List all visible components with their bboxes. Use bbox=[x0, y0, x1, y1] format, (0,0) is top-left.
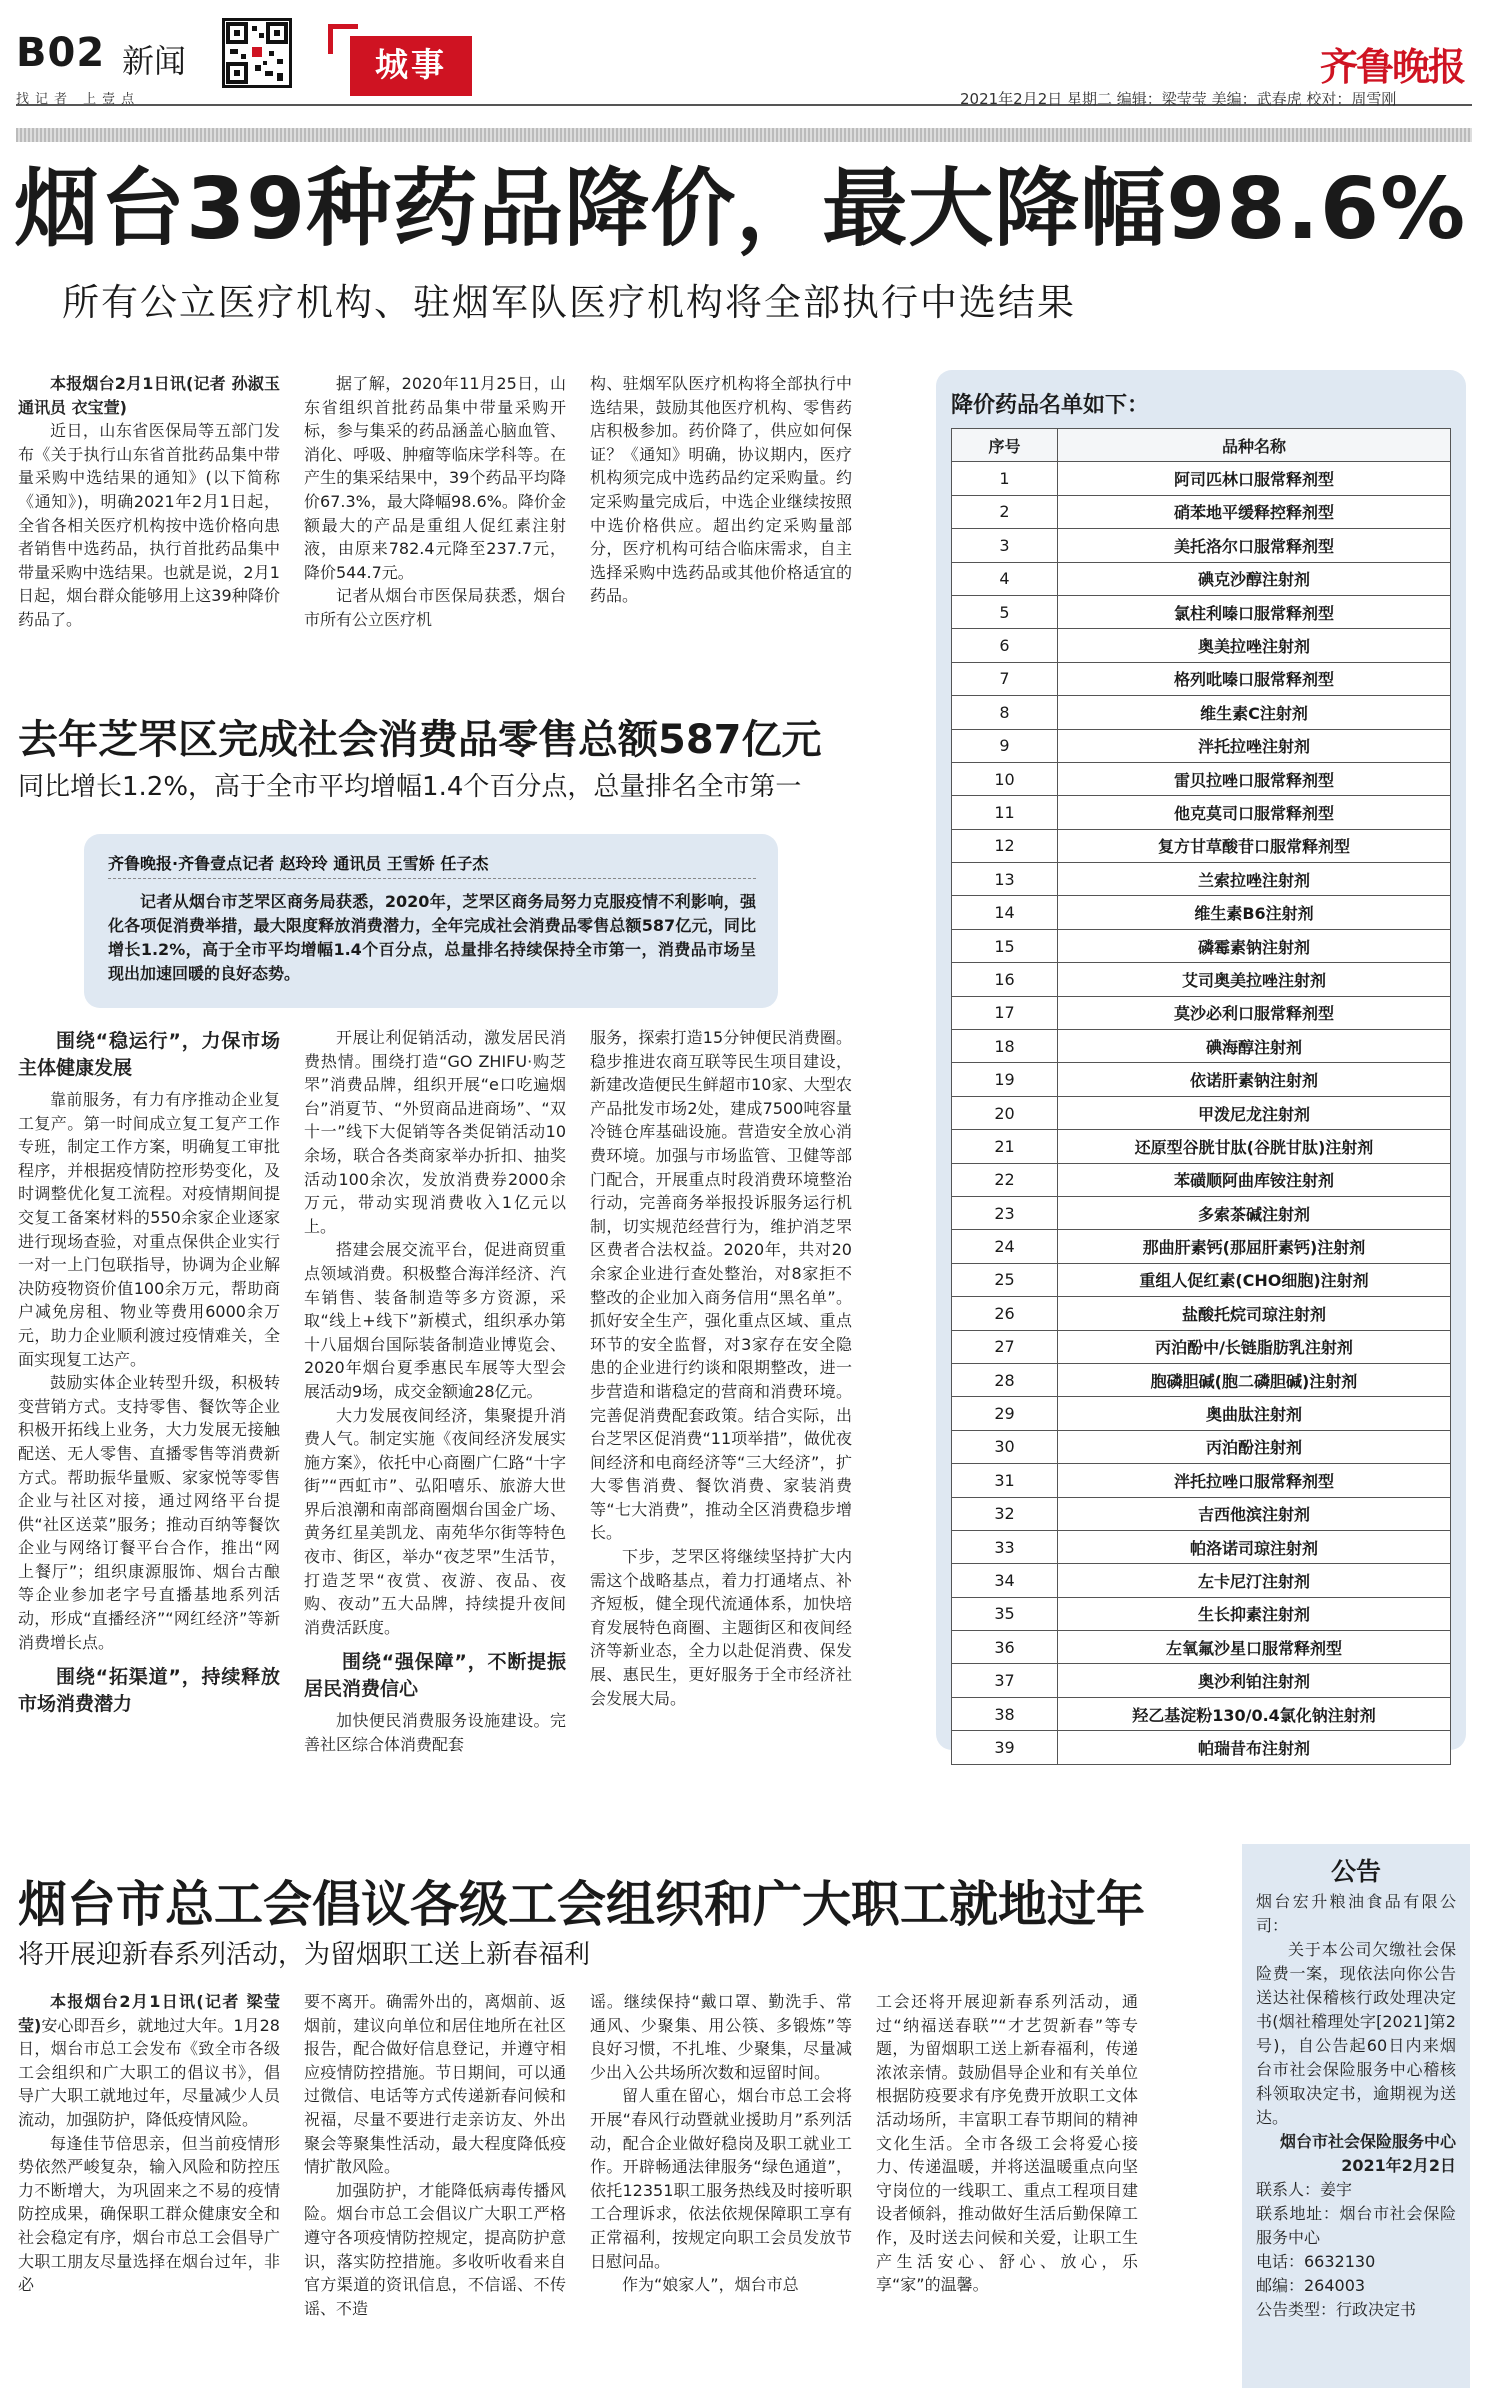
article3-col3-text: 谣。继续保持“戴口罩、勤洗手、常通风、少聚集、用公筷、多锻炼”等良好习惯，不扎堆、少聚集，尽量减少出入公共场所次数和逗留时间。 bbox=[590, 1992, 852, 2082]
drug-row-name: 艾司奥美拉唑注射剂 bbox=[1058, 963, 1451, 996]
drug-row-name: 重组人促红素(CHO细胞)注射剂 bbox=[1058, 1263, 1451, 1296]
announcement-contact: 联系人：姜宇 bbox=[1256, 2180, 1353, 2199]
page-number: B02 bbox=[16, 30, 106, 76]
article1-headline: 烟台39种药品降价，最大降幅98.6% bbox=[14, 160, 1467, 259]
article2-col2-p2: 搭建会展交流平台，促进商贸重点领域消费。积极整合海洋经济、汽车销售、装备制造等多方资源，采取“线上+线下”新模式，组织承办第十八届烟台国际装备制造业博览会、2020年烟台夏季惠民车展等大型会展活动9场，成交金额逾28亿元。 bbox=[304, 1240, 566, 1401]
drug-row-name: 格列吡嗪口服常释剂型 bbox=[1058, 662, 1451, 695]
drug-row-name: 维生素C注射剂 bbox=[1058, 696, 1451, 729]
drug-row-number: 17 bbox=[952, 996, 1058, 1029]
drug-row-number: 20 bbox=[952, 1096, 1058, 1129]
drug-table-row bbox=[952, 929, 1451, 962]
drug-row-name: 氯柱利嗪口服常释剂型 bbox=[1058, 595, 1451, 628]
drug-row-number: 26 bbox=[952, 1297, 1058, 1330]
drug-table-body bbox=[952, 462, 1451, 1764]
drug-row-number: 11 bbox=[952, 796, 1058, 829]
drug-row-number: 27 bbox=[952, 1330, 1058, 1363]
drug-row-number: 16 bbox=[952, 963, 1058, 996]
drug-row-number: 4 bbox=[952, 562, 1058, 595]
article2-subhead-2: 围绕“拓渠道”，持续释放市场消费潜力 bbox=[18, 1666, 280, 1716]
drug-table-row bbox=[952, 1564, 1451, 1597]
section-badge: 城事 bbox=[350, 36, 472, 96]
article2-subhead-3: 围绕“强保障”，不断提振居民消费信心 bbox=[304, 1651, 566, 1701]
drug-row-name: 甲泼尼龙注射剂 bbox=[1058, 1096, 1451, 1129]
article3-col1-p2: 每逢佳节倍思亲，但当前疫情形势依然严峻复杂，输入风险和防控压力不断增大，为巩固来之不易的疫情防控成果，确保职工群众健康安全和社会稳定有序，烟台市总工会倡导广大职工朋友尽量选择在烟台过年，非必 bbox=[18, 2133, 280, 2295]
drug-table-row bbox=[952, 762, 1451, 795]
announcement-type: 公告类型：行政决定书 bbox=[1256, 2300, 1417, 2319]
article2-col2-p1: 开展让利促销活动，激发居民消费热情。围绕打造“GO ZHIFU·购芝罘”消费品牌，组织开展“e口吃遍烟台”消夏节、“外贸商品进商场”、“双十一”线下大促销等各类促销活动10余场，联合各类商家举办折扣、抽奖活动100余次，发放消费券2000余万元，带动实现消费收入1亿元以上。 bbox=[304, 1028, 566, 1236]
article1-col2-p2: 记者从烟台市医保局获悉，烟台市所有公立医疗机 bbox=[304, 586, 566, 629]
drug-table-row bbox=[952, 863, 1451, 896]
drug-table-row bbox=[952, 1664, 1451, 1697]
article1-column-3 bbox=[590, 372, 852, 672]
drug-table-row bbox=[952, 462, 1451, 495]
article2-subtitle: 同比增长1.2%，高于全市平均增幅1.4个百分点，总量排名全市第一 bbox=[18, 772, 802, 802]
drug-table-row bbox=[952, 595, 1451, 628]
drug-row-number: 38 bbox=[952, 1697, 1058, 1730]
drug-row-number: 12 bbox=[952, 829, 1058, 862]
drug-table-row bbox=[952, 829, 1451, 862]
drug-row-name: 左卡尼汀注射剂 bbox=[1058, 1564, 1451, 1597]
drug-table-row bbox=[952, 495, 1451, 528]
drug-row-number: 31 bbox=[952, 1464, 1058, 1497]
drug-row-number: 25 bbox=[952, 1263, 1058, 1296]
drug-row-name: 阿司匹林口服常释剂型 bbox=[1058, 462, 1451, 495]
article1-subtitle: 所有公立医疗机构、驻烟军队医疗机构将全部执行中选结果 bbox=[62, 281, 1076, 324]
article2-col3-p1: 服务，探索打造15分钟便民消费圈。稳步推进农商互联等民生项目建设，新建改造便民生鲜超市10家、大型农产品批发市场2处，建成7500吨容量冷链仓库基础设施。营造安全放心消费环境。加强与市场监管、卫健等部门配合，开展重点时段消费环境整治行动，完善商务举报投诉服务运行机制，切实规范经营行为，维护消芝罘区费者合法权益。2020年，共对20余家企业进行查处整治，对8家拒不整改的企业加入商务信用“黑名单”。抓好安全生产，强化重点区域、重点环节的安全监督，对3家存在安全隐患的企业进行约谈和限期整改，进一步营造和谐稳定的营商和消费环境。完善促消费配套政策。结合实际，出台芝罘区促消费“11项举措”，做优夜间经济和电商经济等“三大经济”，扩大零售消费、餐饮消费、家装消费等“七大消费”，推动全区消费稳步增长。 bbox=[590, 1028, 852, 1543]
drug-table-row bbox=[952, 629, 1451, 662]
drug-table-row bbox=[952, 696, 1451, 729]
drug-table bbox=[951, 428, 1451, 1765]
drug-table-row bbox=[952, 1263, 1451, 1296]
drug-row-name: 他克莫司口服常释剂型 bbox=[1058, 796, 1451, 829]
drug-table-row bbox=[952, 1363, 1451, 1396]
drug-row-number: 5 bbox=[952, 595, 1058, 628]
drug-table-row bbox=[952, 1230, 1451, 1263]
drug-row-name: 胞磷胆碱(胞二磷胆碱)注射剂 bbox=[1058, 1363, 1451, 1396]
announcement-postcode: 邮编：264003 bbox=[1256, 2276, 1366, 2295]
header-texture-band bbox=[16, 128, 1472, 142]
article1-col1-text: 近日，山东省医保局等五部门发布《关于执行山东省首批药品集中带量采购中选结果的通知》(以下简称《通知》)，明确2021年2月1日起，全省各相关医疗机构按中选价格向患者销售中选药品，执行首批药品集中带量采购中选结果。也就是说，2月1日起，烟台群众能够用上这39种降价药品了。 bbox=[18, 421, 280, 629]
article3-column-1 bbox=[18, 1990, 280, 2390]
drug-row-number: 22 bbox=[952, 1163, 1058, 1196]
drug-row-number: 37 bbox=[952, 1664, 1058, 1697]
drug-row-name: 丙泊酚中/长链脂肪乳注射剂 bbox=[1058, 1330, 1451, 1363]
drug-row-name: 维生素B6注射剂 bbox=[1058, 896, 1451, 929]
announcement-to: 烟台宏升粮油食品有限公司： bbox=[1256, 1892, 1456, 1935]
article3-column-2 bbox=[304, 1990, 566, 2390]
announcement-title: 公告 bbox=[1330, 1857, 1381, 1886]
article2-column-2 bbox=[304, 1026, 566, 1798]
drug-row-name: 莫沙必利口服常释剂型 bbox=[1058, 996, 1451, 1029]
article3-column-3 bbox=[590, 1990, 852, 2390]
article2-col1-p1: 靠前服务，有力有序推动企业复工复产。第一时间成立复工复产工作专班，制定工作方案，明确复工审批程序，并根据疫情防控形势变化，及时调整优化复工流程。对疫情期间提交复工备案材料的550余家企业逐家进行现场查验，对重点保供企业实行一对一上门包联指导，协调为企业解决防疫物资价值100余万元，帮助商户减免房租、物业等费用6000余万元，助力企业顺利渡过疫情难关，全面实现复工达产。 bbox=[18, 1090, 280, 1369]
article1-lead: 本报烟台2月1日讯(记者 孙淑玉 通讯员 衣宝萱) bbox=[18, 374, 280, 417]
drug-row-name: 奥沙利铂注射剂 bbox=[1058, 1664, 1451, 1697]
drug-row-name: 碘克沙醇注射剂 bbox=[1058, 562, 1451, 595]
article3-col2-text: 要不离开。确需外出的，离烟前、返烟前，建议向单位和居住地所在社区报告，配合做好信息登记，并遵守相应疫情防控措施。节日期间，可以通过微信、电话等方式传递新春问候和祝福，尽量不要进行走亲访友、外出聚会等聚集性活动，最大程度降低疫情扩散风险。 bbox=[304, 1992, 566, 2177]
drug-table-row bbox=[952, 1530, 1451, 1563]
drug-table-row bbox=[952, 1597, 1451, 1630]
drug-row-name: 复方甘草酸苷口服常释剂型 bbox=[1058, 829, 1451, 862]
article1-col3-text: 构、驻烟军队医疗机构将全部执行中选结果，鼓励其他医疗机构、零售药店积极参加。药价降了，供应如何保证？《通知》明确，协议期内，医疗机构须完成中选药品约定采购量。约定采购量完成后，中选企业继续按照中选价格供应。超出约定采购量部分，医疗机构可结合临床需求，自主选择采购中选药品或其他价格适宜的药品。 bbox=[590, 374, 852, 606]
article2-subhead-1: 围绕“稳运行”，力保市场主体健康发展 bbox=[18, 1030, 280, 1079]
announcement-date: 2021年2月2日 bbox=[1341, 2156, 1456, 2175]
drug-table-header-no: 序号 bbox=[952, 429, 1058, 462]
drug-table-row bbox=[952, 1330, 1451, 1363]
drug-row-name: 奥曲肽注射剂 bbox=[1058, 1397, 1451, 1430]
article3-col2-p2: 加强防护，才能降低病毒传播风险。烟台市总工会倡议广大职工严格遵守各项疫情防控规定，提高防护意识，落实防控措施。多收听收看来自官方渠道的资讯信息，不信谣、不传谣、不造 bbox=[304, 2180, 566, 2318]
drug-row-name: 帕洛诺司琼注射剂 bbox=[1058, 1530, 1451, 1563]
drug-row-name: 硝苯地平缓释控释剂型 bbox=[1058, 495, 1451, 528]
drug-row-number: 34 bbox=[952, 1564, 1058, 1597]
drug-row-number: 2 bbox=[952, 495, 1058, 528]
drug-row-number: 35 bbox=[952, 1597, 1058, 1630]
drug-row-name: 奥美拉唑注射剂 bbox=[1058, 629, 1451, 662]
drug-table-row bbox=[952, 729, 1451, 762]
drug-row-name: 泮托拉唑注射剂 bbox=[1058, 729, 1451, 762]
drug-row-number: 24 bbox=[952, 1230, 1058, 1263]
drug-table-row bbox=[952, 1397, 1451, 1430]
article2-col2-p3: 大力发展夜间经济，集聚提升消费人气。制定实施《夜间经济发展实施方案》，依托中心商圈广仁路“十字街”“西虹市”、弘阳嘻乐、旅游大世界后浪潮和南部商圈烟台国金广场、黄务红星美凯龙、南苑华尔街等特色夜市、街区，举办“夜芝罘”生活节，打造芝罘“夜赏、夜游、夜品、夜购、夜动”五大品牌，持续提升夜间消费活跃度。 bbox=[304, 1405, 566, 1637]
drug-row-number: 29 bbox=[952, 1397, 1058, 1430]
drug-row-number: 39 bbox=[952, 1731, 1058, 1764]
announcement-address: 联系地址：烟台市社会保险服务中心 bbox=[1256, 2204, 1456, 2247]
drug-table-row bbox=[952, 1497, 1451, 1530]
drug-row-name: 兰索拉唑注射剂 bbox=[1058, 863, 1451, 896]
article1-col2-p1: 据了解，2020年11月25日，山东省组织首批药品集中带量采购开标，参与集采的药品涵盖心脑血管、消化、呼吸、肿瘤等临床学科等。在产生的集采结果中，39个药品平均降价67.3%，最大降幅98.6%。降价金额最大的产品是重组人促红素注射液，由原来782.4元降至237.7元，降价544.7元。 bbox=[304, 374, 566, 582]
drug-row-number: 8 bbox=[952, 696, 1058, 729]
announcement-body bbox=[1256, 1890, 1456, 2322]
drug-row-name: 羟乙基淀粉130/0.4氯化钠注射剂 bbox=[1058, 1697, 1451, 1730]
drug-table-row bbox=[952, 562, 1451, 595]
dateline: 2021年2月2日 星期二 编辑：梁莹莹 美编：武春虎 校对：周雪刚 bbox=[960, 90, 1397, 108]
drug-row-number: 7 bbox=[952, 662, 1058, 695]
drug-row-name: 磷霉素钠注射剂 bbox=[1058, 929, 1451, 962]
drug-row-name: 吉西他滨注射剂 bbox=[1058, 1497, 1451, 1530]
section-name: 新闻 bbox=[122, 42, 187, 80]
article3-col1-text: 安心即吾乡，就地过大年。1月28日，烟台市总工会发布《致全市各级工会组织和广大职工的倡议书》，倡导广大职工就地过年，尽量减少人员流动，加强防护，降低疫情风险。 bbox=[18, 2015, 280, 2129]
drug-row-number: 19 bbox=[952, 1063, 1058, 1096]
announcement-org: 烟台市社会保险服务中心 bbox=[1279, 2132, 1456, 2151]
drug-table-row bbox=[952, 896, 1451, 929]
article2-col1-p2: 鼓励实体企业转型升级，积极转变营销方式。支持零售、餐饮等企业积极开拓线上业务，大力发展无接触配送、无人零售、直播零售等消费新方式。帮助振华量贩、家家悦等零售企业与社区对接，通过网络平台提供“社区送菜”服务；推动百纳等餐饮企业与网络订餐平台合作，推出“网上餐厅”；组织康源服饰、烟台古酿等企业参加老字号直播基地系列活动，形成“直播经济”“网红经济”等新消费增长点。 bbox=[18, 1373, 280, 1652]
drug-row-name: 那曲肝素钙(那屈肝素钙)注射剂 bbox=[1058, 1230, 1451, 1263]
announcement-phone: 电话：6632130 bbox=[1256, 2252, 1376, 2271]
drug-row-name: 碘海醇注射剂 bbox=[1058, 1030, 1451, 1063]
drug-table-row bbox=[952, 1297, 1451, 1330]
article3-subtitle: 将开展迎新春系列活动，为留烟职工送上新春福利 bbox=[18, 1940, 591, 1970]
article2-lead: 记者从烟台市芝罘区商务局获悉，2020年，芝罘区商务局努力克服疫情不利影响，强化各项促消费举措，最大限度释放消费潜力，全年完成社会消费品零售总额587亿元，同比增长1.2%，高于全市平均增幅1.4个百分点，总量排名持续保持全市第一，消费品市场呈现出加速回暖的良好态势。 bbox=[108, 892, 756, 983]
article2-col3-p2: 下步，芝罘区将继续坚持扩大内需这个战略基点，着力打通堵点、补齐短板，健全现代流通体系，加快培育发展特色商圈、主题街区和夜间经济等新业态，全力以赴促消费、保发展、惠民生，更好服务于全市经济社会发展大局。 bbox=[590, 1547, 852, 1708]
article1-column-1 bbox=[18, 372, 280, 672]
article3-col4-text: 工会还将开展迎新春系列活动，通过“纳福送春联”“才艺贺新春”等专题，为留烟职工送上新春福利，传递浓浓亲情。鼓励倡导企业和有关单位根据防疫要求有序免费开放职工文体活动场所，丰富职工春节期间的精神文化生活。全市各级工会将爱心接力、传递温暖，并将送温暖重点向坚守岗位的一线职工、重点工程项目建设者倾斜，推动做好生活后勤保障工作，及时送去问候和关爱，让职工生产生活安心、舒心、放心，乐享“家”的温馨。 bbox=[876, 1992, 1138, 2295]
article1-column-2 bbox=[304, 372, 566, 672]
article2-byline: 齐鲁晚报·齐鲁壹点记者 赵玲玲 通讯员 王雪娇 任子杰 bbox=[108, 854, 489, 873]
slogan: 找记者 上壹点 bbox=[16, 92, 141, 107]
article2-headline: 去年芝罘区完成社会消费品零售总额587亿元 bbox=[18, 717, 822, 763]
article3-col3-p3: 作为“娘家人”，烟台市总 bbox=[622, 2275, 799, 2295]
drug-row-number: 33 bbox=[952, 1530, 1058, 1563]
drug-table-row bbox=[952, 1731, 1451, 1764]
drug-row-name: 雷贝拉唑口服常释剂型 bbox=[1058, 762, 1451, 795]
drug-table-row bbox=[952, 1464, 1451, 1497]
drug-row-name: 丙泊酚注射剂 bbox=[1058, 1430, 1451, 1463]
article3-column-4 bbox=[876, 1990, 1138, 2390]
article2-column-1 bbox=[18, 1018, 280, 1798]
drug-table-row bbox=[952, 1163, 1451, 1196]
drug-row-number: 28 bbox=[952, 1363, 1058, 1396]
drug-row-name: 依诺肝素钠注射剂 bbox=[1058, 1063, 1451, 1096]
drug-table-header-name: 品种名称 bbox=[1058, 429, 1451, 462]
drug-row-number: 18 bbox=[952, 1030, 1058, 1063]
drug-row-number: 32 bbox=[952, 1497, 1058, 1530]
drug-row-name: 左氧氟沙星口服常释剂型 bbox=[1058, 1631, 1451, 1664]
article3-col3-p2: 留人重在留心，烟台市总工会将开展“春风行动暨就业援助月”系列活动，配合企业做好稳岗及职工就业工作。开辟畅通法律服务“绿色通道”，依托12351职工服务热线及时接听职工合理诉求，依法依规保障职工享有正常福利，按规定向职工会员发放节日慰问品。 bbox=[590, 2086, 852, 2271]
drug-row-number: 23 bbox=[952, 1196, 1058, 1229]
drug-table-row bbox=[952, 1430, 1451, 1463]
drug-row-number: 36 bbox=[952, 1631, 1058, 1664]
announcement-text: 关于本公司欠缴社会保险费一案，现依法向你公告送达社保稽核行政处理决定书(烟社稽理处字[2021]第2号)，自公告起60日内来烟台市社会保险服务中心稽核科领取决定书，逾期视为送达。 bbox=[1256, 1940, 1456, 2127]
drug-table-row bbox=[952, 1697, 1451, 1730]
article3-headline: 烟台市总工会倡议各级工会组织和广大职工就地过年 bbox=[18, 1876, 1146, 1933]
drug-row-number: 10 bbox=[952, 762, 1058, 795]
drug-row-name: 泮托拉唑口服常释剂型 bbox=[1058, 1464, 1451, 1497]
qr-code-icon bbox=[222, 18, 292, 88]
article2-column-3 bbox=[590, 1026, 852, 1798]
drug-row-number: 14 bbox=[952, 896, 1058, 929]
drug-table-row bbox=[952, 1631, 1451, 1664]
drug-row-number: 9 bbox=[952, 729, 1058, 762]
drug-row-name: 多索茶碱注射剂 bbox=[1058, 1196, 1451, 1229]
drug-row-name: 盐酸托烷司琼注射剂 bbox=[1058, 1297, 1451, 1330]
drug-table-row bbox=[952, 1063, 1451, 1096]
article2-col2-p4: 加快便民消费服务设施建设。完善社区综合体消费配套 bbox=[304, 1711, 566, 1755]
drug-table-row bbox=[952, 1130, 1451, 1163]
drug-table-title: 降价药品名单如下： bbox=[951, 393, 1150, 418]
drug-row-name: 还原型谷胱甘肽(谷胱甘肽)注射剂 bbox=[1058, 1130, 1451, 1163]
drug-row-number: 6 bbox=[952, 629, 1058, 662]
newspaper-logo: 齐鲁晚报 bbox=[1320, 44, 1465, 89]
drug-row-number: 30 bbox=[952, 1430, 1058, 1463]
drug-row-number: 21 bbox=[952, 1130, 1058, 1163]
drug-row-number: 1 bbox=[952, 462, 1058, 495]
drug-row-name: 美托洛尔口服常释剂型 bbox=[1058, 529, 1451, 562]
drug-row-number: 15 bbox=[952, 929, 1058, 962]
drug-table-row bbox=[952, 963, 1451, 996]
drug-table-row bbox=[952, 996, 1451, 1029]
drug-table-row bbox=[952, 662, 1451, 695]
drug-table-row bbox=[952, 1096, 1451, 1129]
drug-table-row bbox=[952, 796, 1451, 829]
drug-row-number: 3 bbox=[952, 529, 1058, 562]
article3-lead: 本报烟台2月1日讯(记者 梁莹莹) bbox=[18, 1992, 280, 2035]
drug-table-row bbox=[952, 529, 1451, 562]
drug-row-name: 生长抑素注射剂 bbox=[1058, 1597, 1451, 1630]
drug-table-row bbox=[952, 1030, 1451, 1063]
drug-row-name: 苯磺顺阿曲库铵注射剂 bbox=[1058, 1163, 1451, 1196]
drug-row-name: 帕瑞昔布注射剂 bbox=[1058, 1731, 1451, 1764]
drug-table-row bbox=[952, 1196, 1451, 1229]
lead-box-divider bbox=[108, 878, 756, 879]
drug-row-number: 13 bbox=[952, 863, 1058, 896]
